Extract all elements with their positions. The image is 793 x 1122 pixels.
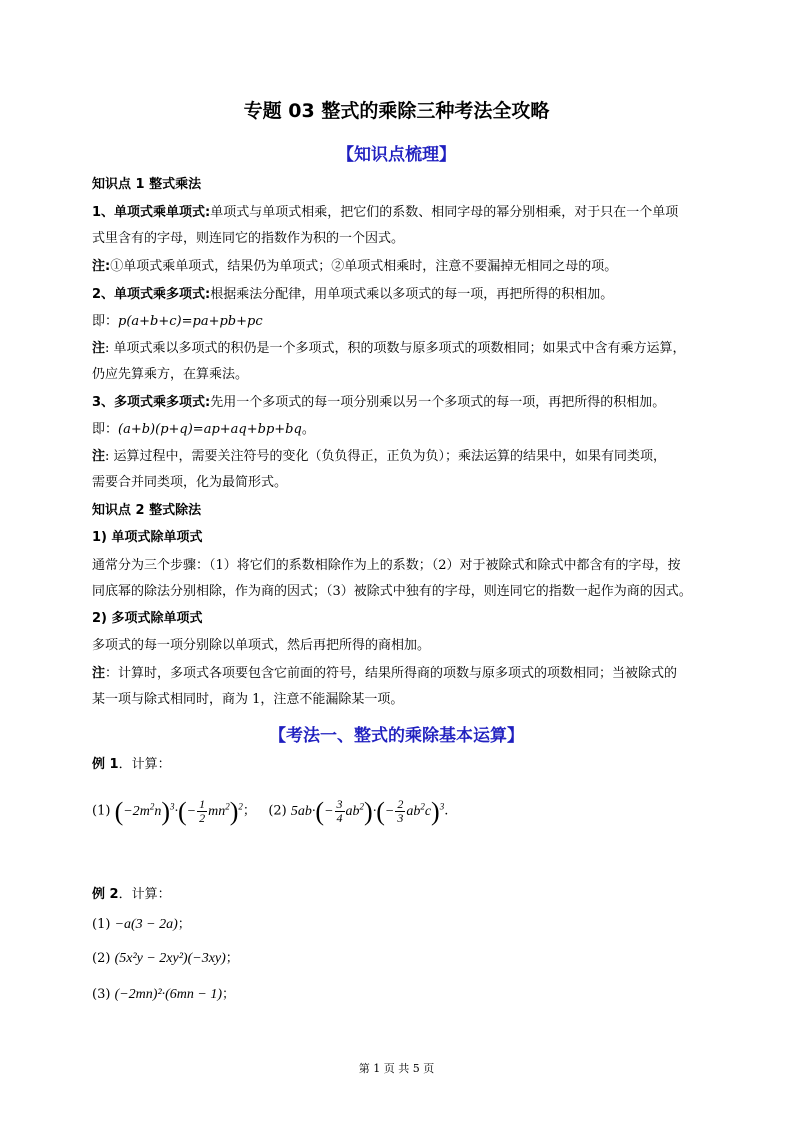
kp1-note2-label: 注 (92, 341, 106, 356)
kp1-note2-text-a: : 单项式乘以多项式的积仍是一个多项式，积的项数与原多项式的项数相同；如果式中含有乘方运算， (105, 341, 686, 356)
ex2-item-2-expr: (5x²y − 2xy²)(−3xy) (114, 951, 226, 966)
ex2-item-2 (92, 950, 722, 968)
kp2-heading: 知识点 2 整式除法 (92, 503, 202, 518)
ex1-sep: ； (242, 803, 256, 819)
ex1-text: ．计算： (118, 757, 171, 772)
kp1-s3-formula: (a+b)(p+q)=ap+aq+bp+bq (118, 422, 302, 437)
ex2-item-3 (92, 986, 722, 1004)
ex1-expressions (92, 786, 722, 826)
kp1-s3-label: 3、多项式乘多项式: (92, 395, 211, 410)
kp2-note-line1 (92, 665, 722, 683)
kp1-s2-label: 2、单项式乘多项式: (92, 287, 211, 302)
kp2-note-text-b: 某一项与除式相同时，商为 1，注意不能漏除某一项。 (92, 692, 404, 707)
kp1-s3-formula-suffix: 。 (301, 422, 315, 437)
ex2-item-3-num: (3) (92, 987, 111, 1002)
kp2-sub2-text: 多项式的每一项分别除以单项式，然后再把所得的商相加。 (92, 638, 431, 653)
kp1-s3 (92, 394, 722, 412)
kp2-sub1-text-b: 同底幂的除法分别相除，作为商的因式；（3）被除式中独有的字母，则连同它的指数一起作为商的因式。 (92, 584, 692, 599)
kp1-s1-text-b: 式里含有的字母，则连同它的指数作为积的一个因式。 (92, 231, 405, 246)
kp1-s1-line1 (92, 204, 722, 222)
kp2-sub1: 1) 单项式除单项式 (92, 530, 203, 545)
kp2-sub2: 2) 多项式除单项式 (92, 611, 203, 626)
fraction-three-quarters: $\frac{3}{4}$ (336, 796, 343, 825)
ex2-item-1 (92, 916, 722, 934)
kp1-s1-label: 1、单项式乘单项式: (92, 205, 211, 220)
kp1-note1 (92, 258, 722, 276)
ex2-item-2-num: (2) (92, 951, 111, 966)
ex1-p1-expr: $(-2m^2n)^3\cdot(-$ $\frac{1}{2}$ $mn^2)^2$ (114, 796, 243, 826)
ex2-item-1-num: (1) (92, 917, 111, 932)
ex2-item-1-end: ； (177, 917, 191, 932)
kp1-note3-line1 (92, 448, 722, 466)
kp1-note1-label: 注: (92, 259, 111, 274)
method1-header: 【考法一、整式的乘除基本运算】 (269, 726, 524, 746)
kp1-heading: 知识点 1 整式乘法 (92, 177, 202, 192)
page-footer: 第 1 页 共 5 页 (358, 1062, 435, 1075)
kp1-s2-formula-line (92, 313, 722, 331)
kp1-s2-formula: p(a+b+c)=pa+pb+pc (118, 314, 263, 329)
ex1-heading (92, 756, 722, 774)
kp1-s3-formula-prefix: 即： (92, 422, 119, 437)
kp1-s3-formula-line (92, 421, 722, 439)
ex1-label: 例 1 (92, 757, 119, 772)
ex1-end: . (444, 803, 449, 819)
ex2-item-1-expr: −a(3 − 2a) (114, 917, 178, 932)
page-title: 专题 03 整式的乘除三种考法全攻略 (243, 100, 550, 122)
kp1-s2-text: 根据乘法分配律，用单项式乘以多项式的每一项，再把所得的积相加。 (210, 287, 614, 302)
ex2-label: 例 2 (92, 887, 119, 902)
kp1-s2-formula-prefix: 即： (92, 314, 119, 329)
kp1-s2 (92, 286, 722, 304)
kp1-note3-label: 注 (92, 449, 106, 464)
ex2-text: ．计算： (118, 887, 171, 902)
kp1-note3-text-a: : 运算过程中，需要关注符号的变化（负负得正，正负为负）；乘法运算的结果中，如果有同类项， (105, 449, 667, 464)
kp2-sub1-text-a: 通常分为三个步骤：（1）将它们的系数相除作为上的系数；（2）对于被除式和除式中都含有的字母，按 (92, 558, 681, 573)
ex2-item-2-end: ； (225, 951, 239, 966)
kp1-s1-text-a: 单项式与单项式相乘，把它们的系数、相同字母的幂分别相乘，对于只在一个单项 (210, 205, 679, 220)
fraction-two-thirds: $\frac{2}{3}$ (397, 796, 404, 825)
kp2-note-text-a: ：计算时，多项式各项要包含它前面的符号，结果所得商的项数与原多项式的项数相同；当被除式的 (105, 666, 678, 681)
ex1-p2-expr: 5ab·(− $\frac{3}{4}$ $ab^2)\cdot(-$ $\frac{2}{3}$ $ab^2c)^3$ (290, 796, 445, 826)
kp1-note2-line1 (92, 340, 722, 358)
fraction-half: $\frac{1}{2}$ (199, 796, 206, 825)
ex2-heading (92, 886, 722, 904)
kp2-note-label: 注 (92, 666, 106, 681)
kp1-note1-text: ①单项式乘单项式，结果仍为单项式；②单项式相乘时，注意不要漏掉无相同之母的项。 (110, 259, 618, 274)
kp1-note3-text-b: 需要合并同类项，化为最简形式。 (92, 475, 288, 490)
ex1-p2-num: (2) (268, 803, 287, 819)
ex2-item-3-expr: (−2mn)²·(6mn − 1) (114, 987, 223, 1002)
kp1-s3-text: 先用一个多项式的每一项分别乘以另一个多项式的每一项，再把所得的积相加。 (210, 395, 666, 410)
kp1-note2-text-b: 仍应先算乘方，在算乘法。 (92, 367, 249, 382)
ex1-p1-num: (1) (92, 803, 111, 819)
knowledge-header: 【知识点梳理】 (337, 145, 456, 165)
ex2-item-3-end: ； (222, 987, 236, 1002)
